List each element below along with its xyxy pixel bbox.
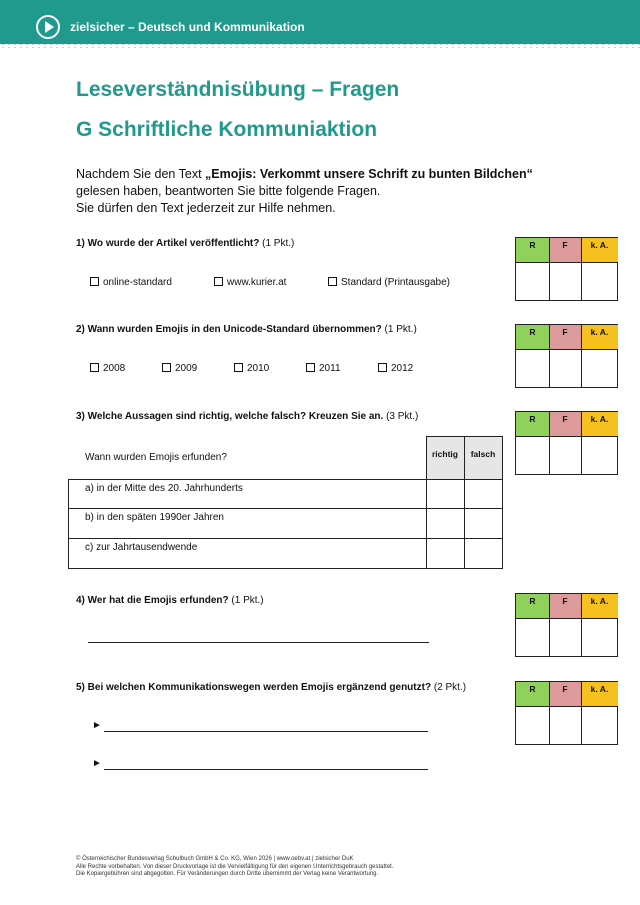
footer-line-1: © Österreichischer Bundesverlag Schulbuch GmbH & Co. KG, Wien 2026 | www.oebv.at | zielsicher DuK [76,856,354,862]
answer-line-q4[interactable] [88,642,429,643]
checkbox-icon[interactable] [306,363,315,372]
q2-option-label: 2008 [103,363,126,374]
grade-f-header: F [549,682,581,707]
q2-option-label: 2009 [175,363,198,374]
question-4 [76,595,264,606]
grade-f-header: F [549,412,581,437]
intro-line2: gelesen haben, beantworten Sie bitte folgende Fragen. [76,184,381,198]
q2-option-1[interactable] [90,363,125,374]
question-1-text: 1) Wo wurde der Artikel veröffentlicht? [76,238,260,249]
grade-box-1 [515,237,618,301]
checkbox-icon[interactable] [214,277,223,286]
q2-option-2[interactable] [162,363,197,374]
q1-option-label: online-standard [103,277,172,288]
grade-ka-header: k. A. [581,325,618,350]
question-5-points: (2 Pkt.) [433,682,467,693]
bullet-arrow-icon: ► [92,720,102,731]
grade-box-5 [515,681,618,745]
q2-option-label: 2010 [247,363,270,374]
intro-text-title: „Emojis: Verkommt unsere Schrift zu bunten Bildchen“ [205,167,533,181]
q2-option-label: 2011 [319,363,341,374]
grade-r-header: R [516,682,549,707]
checkbox-icon[interactable] [90,363,99,372]
page-subtitle: G Schriftliche Kommuniaktion [76,118,378,141]
footer-line-3: Die Kopiergebühren sind abgegolten. Für Veränderungen durch Dritte übernimmt der Verlag keine Verantwortung. [76,871,379,877]
table-row-b: b) in den späten 1990er Jahren [85,512,224,523]
q1-option-1[interactable] [90,277,172,288]
q2-option-4[interactable] [306,363,341,374]
grade-f-header: F [549,238,581,263]
brand-title: zielsicher – Deutsch und Kommunikation [70,20,305,34]
grade-box-4 [515,593,618,657]
play-logo-icon [36,15,60,39]
q2-option-label: 2012 [391,363,414,374]
question-5 [76,682,466,693]
q2-option-3[interactable] [234,363,269,374]
table-row-a: a) in der Mitte des 20. Jahrhunderts [85,483,243,494]
q1-option-label: Standard (Printausgabe) [341,277,450,288]
answer-line-q5-2[interactable] [104,769,428,770]
table-question: Wann wurden Emojis erfunden? [85,452,227,463]
q2-option-5[interactable] [378,363,413,374]
checkbox-icon[interactable] [328,277,337,286]
grade-r-header: R [516,412,549,437]
footer-line-2: Alle Rechte vorbehalten. Von dieser Druckvorlage ist die Vervielfältigung für den eigenen Unterrichtsgebrauch gestattet. [76,863,394,870]
q1-option-3[interactable] [328,277,450,288]
page-title: Leseverständnisübung – Fragen [76,78,400,101]
grade-r-header: R [516,325,549,350]
grade-ka-header: k. A. [581,594,618,619]
intro-line3: Sie dürfen den Text jederzeit zur Hilfe nehmen. [76,201,336,215]
q1-option-label: www.kurier.at [227,277,287,288]
grade-ka-header: k. A. [581,238,618,263]
grade-f-header: F [549,594,581,619]
grade-f-header: F [549,325,581,350]
question-5-text: 5) Bei welchen Kommunikationswegen werden Emojis ergänzend genutzt? [76,682,432,693]
question-2 [76,324,417,335]
question-4-text: 4) Wer hat die Emojis erfunden? [76,595,229,606]
question-3 [76,411,418,422]
banner-dot-border [0,40,640,48]
question-1-points: (1 Pkt.) [262,238,295,249]
question-4-points: (1 Pkt.) [231,595,264,606]
checkbox-icon[interactable] [162,363,171,372]
question-3-text: 3) Welche Aussagen sind richtig, welche falsch? Kreuzen Sie an. [76,411,384,422]
question-3-points: (3 Pkt.) [386,411,419,422]
answer-line-q5-1[interactable] [104,731,428,732]
grade-box-3 [515,411,618,475]
grade-ka-header: k. A. [581,412,618,437]
true-false-table [68,436,503,569]
question-1 [76,238,294,249]
bullet-arrow-icon: ► [92,758,102,769]
col-falsch-header: falsch [464,436,502,479]
col-richtig-header: richtig [426,436,464,479]
question-2-points: (1 Pkt.) [384,324,417,335]
q1-option-2[interactable] [214,277,286,288]
checkbox-icon[interactable] [378,363,387,372]
checkbox-icon[interactable] [90,277,99,286]
grade-box-2 [515,324,618,388]
table-row-c: c) zur Jahrtausendwende [85,542,198,553]
checkbox-icon[interactable] [234,363,243,372]
grade-ka-header: k. A. [581,682,618,707]
question-2-text: 2) Wann wurden Emojis in den Unicode-Standard übernommen? [76,324,382,335]
footer [76,856,556,879]
intro-text [76,166,576,217]
grade-r-header: R [516,594,549,619]
intro-pre: Nachdem Sie den Text [76,167,206,181]
grade-r-header: R [516,238,549,263]
